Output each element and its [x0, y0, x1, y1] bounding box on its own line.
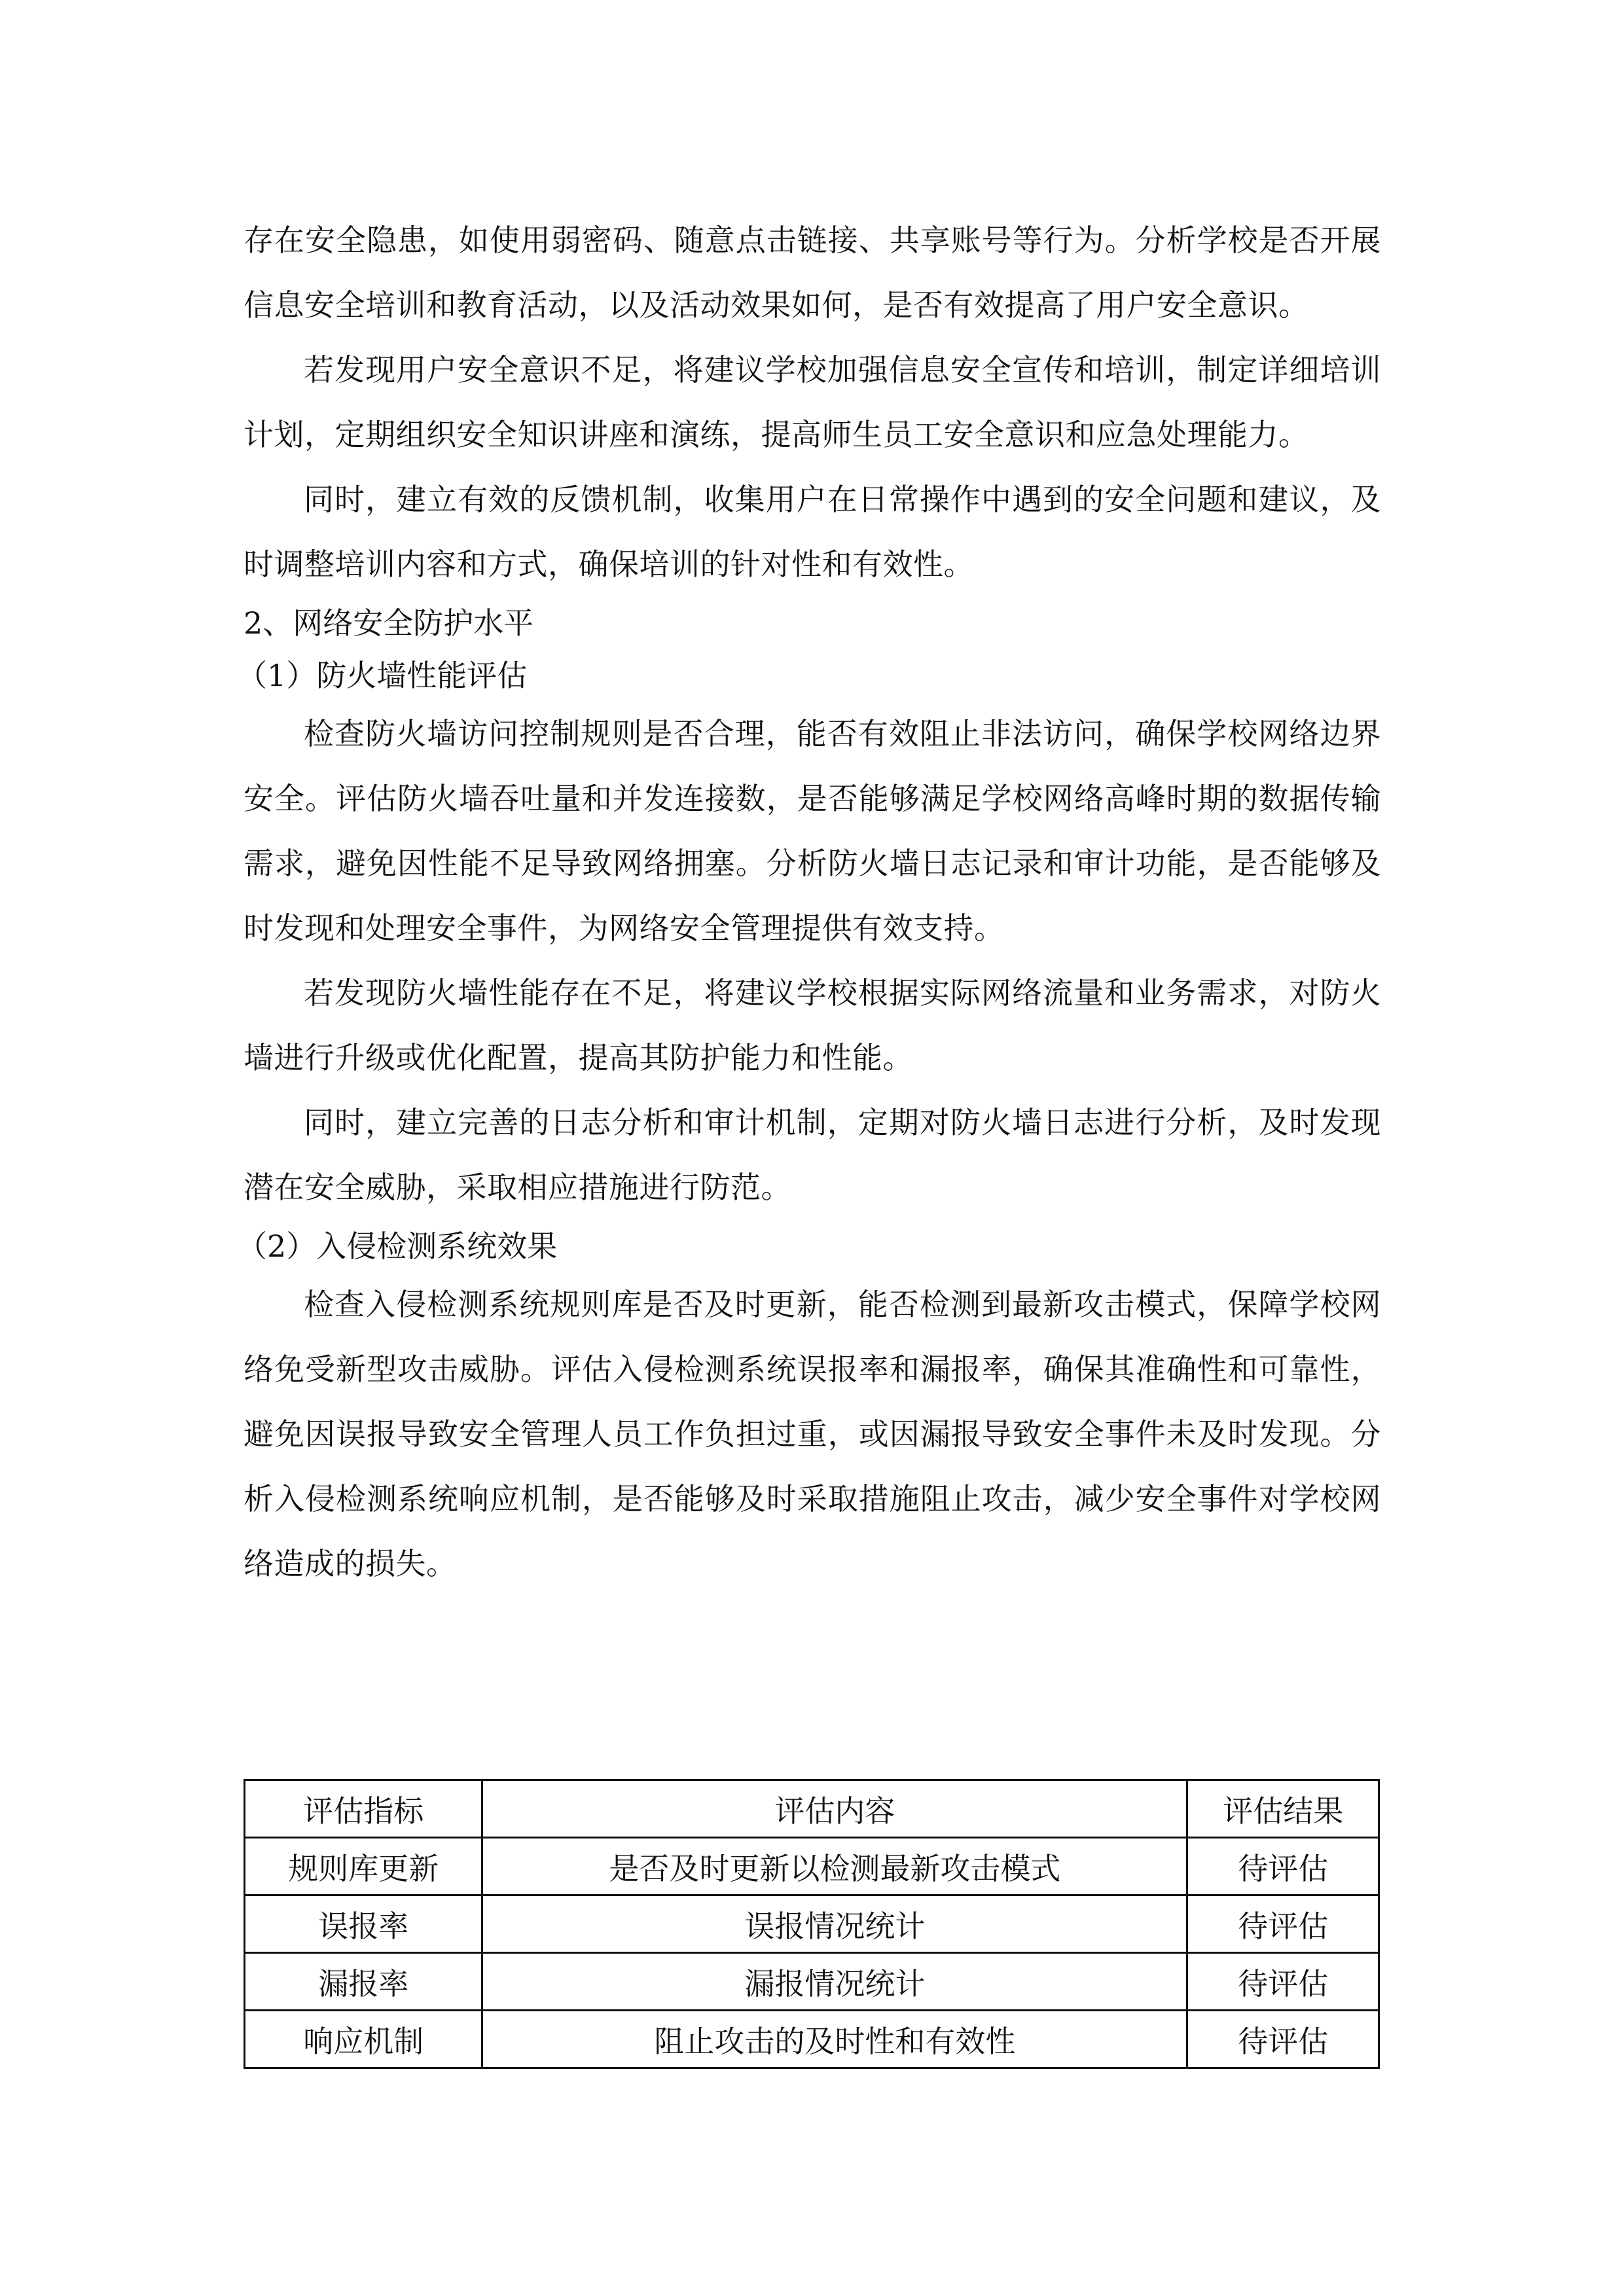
cell-content: 阻止攻击的及时性和有效性 — [482, 2011, 1187, 2068]
subsection-heading-ids: （2）入侵检测系统效果 — [237, 1229, 558, 1264]
section-heading-network-protection: 2、网络安全防护水平 — [244, 605, 534, 641]
header-content: 评估内容 — [482, 1780, 1187, 1838]
cell-result: 待评估 — [1187, 2011, 1379, 2068]
subsection-heading-firewall: （1）防火墙性能评估 — [237, 658, 528, 693]
paragraph-firewall-check: 检查防火墙访问控制规则是否合理，能否有效阻止非法访问，确保学校网络边界安全。评估防火墙吞吐量和并发连接数，是否能够满足学校网络高峰时期的数据传输需求，避免因性能不足导致网络拥塞。分析防火墙日志记录和审计功能，是否能够及时发现和处理安全事件，为网络安全管理提供有效支持。 — [244, 716, 1381, 946]
header-metric: 评估指标 — [245, 1780, 482, 1838]
paragraph-ids-check: 检查入侵检测系统规则库是否及时更新，能否检测到最新攻击模式，保障学校网络免受新型攻击威胁。评估入侵检测系统误报率和漏报率，确保其准确性和可靠性，避免因误报导致安全管理人员工作负担过重，或因漏报导致安全事件未及时发现。分析入侵检测系统响应机制，是否能够及时采取措施阻止攻击，减少安全事件对学校网络造成的损失。 — [244, 1287, 1381, 1581]
table-row — [245, 1838, 1379, 1895]
ids-evaluation-table — [244, 1779, 1380, 2069]
cell-metric: 规则库更新 — [245, 1838, 482, 1895]
paragraph-security-awareness: 存在安全隐患，如使用弱密码、随意点击链接、共享账号等行为。分析学校是否开展信息安全培训和教育活动，以及活动效果如何，是否有效提高了用户安全意识。 — [244, 223, 1381, 323]
paragraph-firewall-upgrade: 若发现防火墙性能存在不足，将建议学校根据实际网络流量和业务需求，对防火墙进行升级或优化配置，提高其防护能力和性能。 — [244, 975, 1381, 1075]
cell-metric: 响应机制 — [245, 2011, 482, 2068]
paragraph-awareness-recommendation: 若发现用户安全意识不足，将建议学校加强信息安全宣传和培训，制定详细培训计划，定期组织安全知识讲座和演练，提高师生员工安全意识和应急处理能力。 — [244, 352, 1381, 452]
cell-result: 待评估 — [1187, 1838, 1379, 1895]
cell-metric: 误报率 — [245, 1895, 482, 1953]
header-result: 评估结果 — [1187, 1780, 1379, 1838]
table-row — [245, 1895, 1379, 1953]
cell-result: 待评估 — [1187, 1895, 1379, 1953]
table-row — [245, 2011, 1379, 2068]
paragraph-feedback-mechanism: 同时，建立有效的反馈机制，收集用户在日常操作中遇到的安全问题和建议，及时调整培训内容和方式，确保培训的针对性和有效性。 — [244, 482, 1381, 582]
table-header-row — [245, 1780, 1379, 1838]
cell-content: 误报情况统计 — [482, 1895, 1187, 1953]
paragraph-firewall-log-audit: 同时，建立完善的日志分析和审计机制，定期对防火墙日志进行分析，及时发现潜在安全威胁，采取相应措施进行防范。 — [244, 1105, 1381, 1205]
cell-metric: 漏报率 — [245, 1953, 482, 2011]
cell-result: 待评估 — [1187, 1953, 1379, 2011]
table-row — [245, 1953, 1379, 2011]
cell-content: 是否及时更新以检测最新攻击模式 — [482, 1838, 1187, 1895]
document-page — [237, 208, 1381, 1596]
cell-content: 漏报情况统计 — [482, 1953, 1187, 2011]
